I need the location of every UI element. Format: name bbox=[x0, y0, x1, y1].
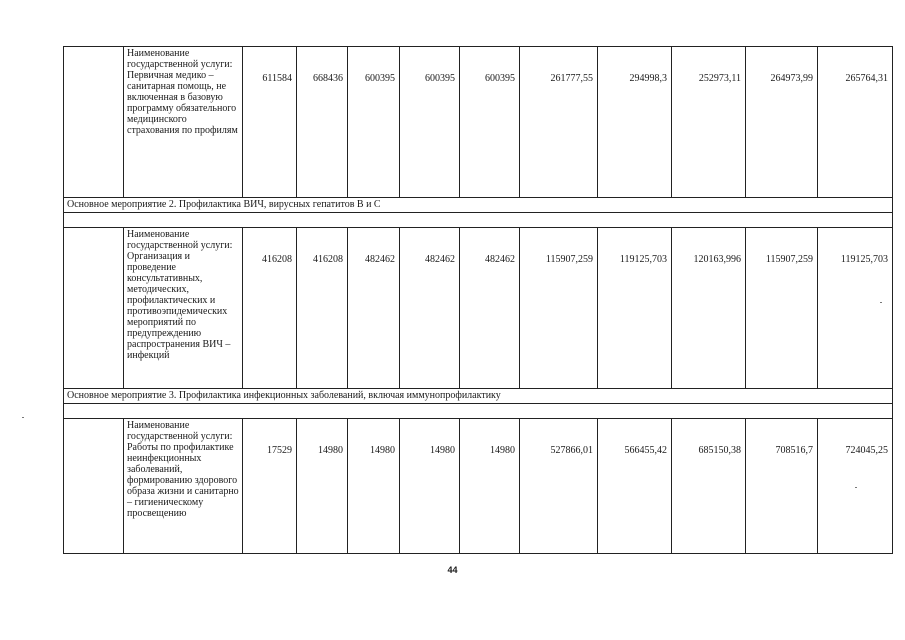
value-cell: 14980 bbox=[348, 419, 400, 554]
section-title: Основное мероприятие 2. Профилактика ВИЧ, вирусных гепатитов В и С bbox=[64, 198, 893, 213]
table-row bbox=[64, 47, 893, 198]
value-cell: 708516,7 bbox=[746, 419, 818, 554]
section-title: Основное мероприятие 3. Профилактика инфекционных заболеваний, включая иммунопрофилактику bbox=[64, 389, 893, 404]
spacer-cell bbox=[64, 213, 893, 228]
table-row bbox=[64, 228, 893, 389]
value-cell: 527866,01 bbox=[520, 419, 598, 554]
spacer-row bbox=[64, 213, 893, 228]
spacer-row bbox=[64, 404, 893, 419]
value-cell: 14980 bbox=[460, 419, 520, 554]
scan-speck bbox=[880, 302, 882, 303]
table-row bbox=[64, 419, 893, 554]
service-name-cell: Наименование государственной услуги: Организация и проведение консультативных, методических, профилактических и противоэпидемических мероприятий по предупреждению распространения ВИЧ – инфекций bbox=[124, 228, 243, 389]
value-cell: 119125,703 bbox=[598, 228, 672, 389]
value-cell: 482462 bbox=[348, 228, 400, 389]
value-cell: 14980 bbox=[400, 419, 460, 554]
value-cell: 120163,996 bbox=[672, 228, 746, 389]
spacer-cell bbox=[64, 404, 893, 419]
value-cell: 265764,31 bbox=[818, 47, 893, 198]
value-cell: 14980 bbox=[297, 419, 348, 554]
page-number: 44 bbox=[447, 565, 458, 575]
value-cell: 115907,259 bbox=[520, 228, 598, 389]
empty-cell bbox=[64, 419, 124, 554]
value-cell: 685150,38 bbox=[672, 419, 746, 554]
section-header-row bbox=[64, 389, 893, 404]
scan-speck bbox=[22, 417, 24, 418]
value-cell: 294998,3 bbox=[598, 47, 672, 198]
value-cell: 600395 bbox=[400, 47, 460, 198]
value-cell: 482462 bbox=[400, 228, 460, 389]
value-cell: 264973,99 bbox=[746, 47, 818, 198]
program-table bbox=[63, 46, 893, 554]
service-name-cell: Наименование государственной услуги: Работы по профилактике неинфекционных заболеваний, формированию здорового образа жизни и санитарно – гигиеническому просвещению bbox=[124, 419, 243, 554]
value-cell: 17529 bbox=[243, 419, 297, 554]
value-cell: 566455,42 bbox=[598, 419, 672, 554]
value-cell: 416208 bbox=[243, 228, 297, 389]
scan-speck bbox=[855, 487, 857, 488]
empty-cell bbox=[64, 47, 124, 198]
value-cell: 119125,703 bbox=[818, 228, 893, 389]
value-cell: 611584 bbox=[243, 47, 297, 198]
service-name-cell: Наименование государственной услуги: Первичная медико – санитарная помощь, не включенная в базовую программу обязательного медицинского страхования по профилям bbox=[124, 47, 243, 198]
value-cell: 668436 bbox=[297, 47, 348, 198]
value-cell: 252973,11 bbox=[672, 47, 746, 198]
value-cell: 261777,55 bbox=[520, 47, 598, 198]
value-cell: 724045,25 bbox=[818, 419, 893, 554]
value-cell: 482462 bbox=[460, 228, 520, 389]
value-cell: 600395 bbox=[348, 47, 400, 198]
value-cell: 600395 bbox=[460, 47, 520, 198]
section-header-row bbox=[64, 198, 893, 213]
empty-cell bbox=[64, 228, 124, 389]
value-cell: 416208 bbox=[297, 228, 348, 389]
value-cell: 115907,259 bbox=[746, 228, 818, 389]
